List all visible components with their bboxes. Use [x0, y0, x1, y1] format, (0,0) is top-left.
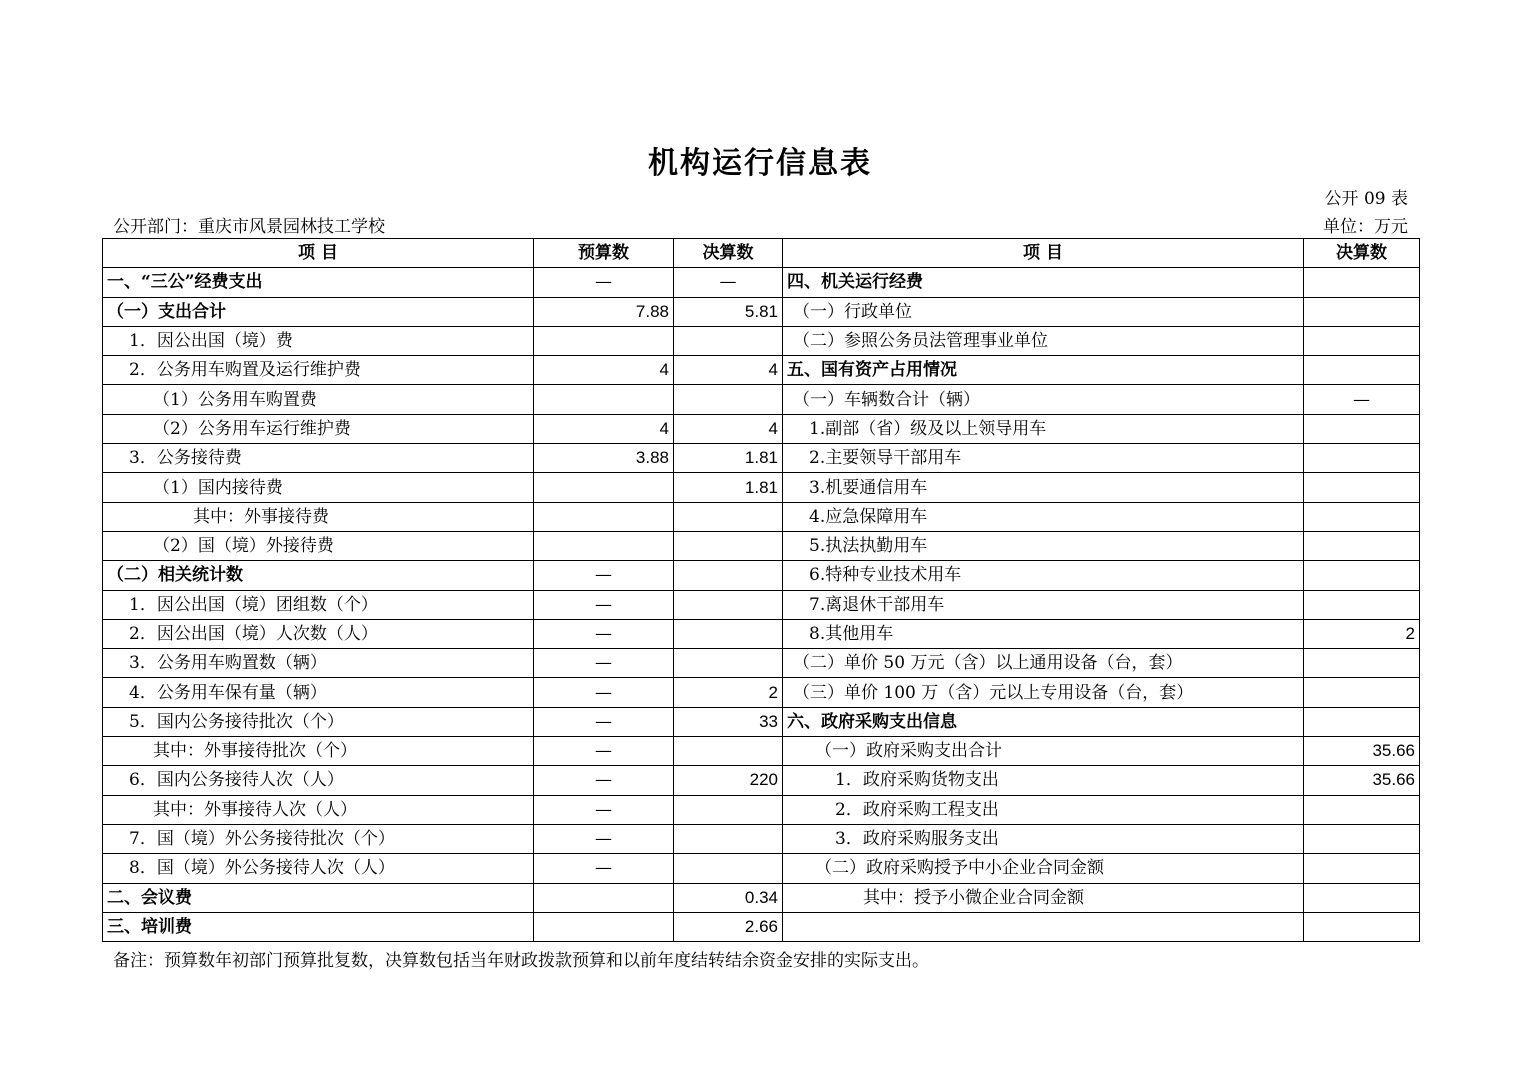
- final-right-cell: [1304, 268, 1420, 297]
- header-final-left: 决算数: [674, 239, 783, 268]
- right-item-cell: （一）车辆数合计（辆）: [783, 385, 1304, 414]
- budget-cell: —: [534, 561, 674, 590]
- left-item-cell: （二）相关统计数: [103, 561, 534, 590]
- left-item-cell: 3．公务接待费: [103, 444, 534, 473]
- right-item-cell: 6.特种专业技术用车: [783, 561, 1304, 590]
- table-row: [103, 678, 1420, 707]
- right-item-cell: 2.主要领导干部用车: [783, 444, 1304, 473]
- budget-cell: [534, 883, 674, 912]
- final-left-cell: 4: [674, 414, 783, 443]
- right-item-cell: 7.离退休干部用车: [783, 590, 1304, 619]
- table-row: [103, 883, 1420, 912]
- table-row: [103, 737, 1420, 766]
- final-right-cell: [1304, 854, 1420, 883]
- final-right-cell: [1304, 824, 1420, 853]
- budget-cell: [534, 473, 674, 502]
- left-item-cell: 其中：外事接待人次（人）: [103, 795, 534, 824]
- table-row: [103, 356, 1420, 385]
- final-right-cell: [1304, 912, 1420, 941]
- final-left-cell: [674, 561, 783, 590]
- table-row: [103, 414, 1420, 443]
- budget-cell: —: [534, 737, 674, 766]
- budget-cell: [534, 912, 674, 941]
- left-item-cell: 二、会议费: [103, 883, 534, 912]
- final-right-cell: 2: [1304, 619, 1420, 648]
- final-right-cell: [1304, 795, 1420, 824]
- final-right-cell: [1304, 473, 1420, 502]
- right-item-cell: [783, 912, 1304, 941]
- left-item-cell: 7．国（境）外公务接待批次（个）: [103, 824, 534, 853]
- final-left-cell: [674, 590, 783, 619]
- final-left-cell: 2: [674, 678, 783, 707]
- table-row: [103, 502, 1420, 531]
- table-row: [103, 531, 1420, 560]
- right-item-cell: 2．政府采购工程支出: [783, 795, 1304, 824]
- final-right-cell: [1304, 678, 1420, 707]
- table-row: [103, 268, 1420, 297]
- final-left-cell: [674, 649, 783, 678]
- left-item-cell: 6．国内公务接待人次（人）: [103, 766, 534, 795]
- right-item-cell: 1.副部（省）级及以上领导用车: [783, 414, 1304, 443]
- table-row: [103, 824, 1420, 853]
- table-row: [103, 766, 1420, 795]
- table-row: [103, 326, 1420, 355]
- table-row: [103, 297, 1420, 326]
- final-left-cell: [674, 737, 783, 766]
- right-item-cell: 4.应急保障用车: [783, 502, 1304, 531]
- budget-cell: —: [534, 268, 674, 297]
- final-left-cell: [674, 619, 783, 648]
- final-left-cell: 220: [674, 766, 783, 795]
- left-item-cell: 其中：外事接待批次（个）: [103, 737, 534, 766]
- budget-cell: —: [534, 619, 674, 648]
- final-left-cell: 4: [674, 356, 783, 385]
- final-left-cell: [674, 385, 783, 414]
- table-row: [103, 795, 1420, 824]
- final-right-cell: [1304, 444, 1420, 473]
- final-left-cell: [674, 531, 783, 560]
- budget-cell: —: [534, 590, 674, 619]
- budget-cell: —: [534, 766, 674, 795]
- final-right-cell: 35.66: [1304, 766, 1420, 795]
- budget-cell: 3.88: [534, 444, 674, 473]
- budget-cell: —: [534, 795, 674, 824]
- final-right-cell: [1304, 707, 1420, 736]
- header-budget: 预算数: [534, 239, 674, 268]
- budget-cell: —: [534, 854, 674, 883]
- left-item-cell: 2．公务用车购置及运行维护费: [103, 356, 534, 385]
- final-right-cell: [1304, 590, 1420, 619]
- final-left-cell: 0.34: [674, 883, 783, 912]
- left-item-cell: （2）公务用车运行维护费: [103, 414, 534, 443]
- budget-cell: [534, 385, 674, 414]
- final-left-cell: 1.81: [674, 473, 783, 502]
- final-right-cell: —: [1304, 385, 1420, 414]
- final-right-cell: [1304, 414, 1420, 443]
- final-left-cell: 1.81: [674, 444, 783, 473]
- right-item-cell: 3．政府采购服务支出: [783, 824, 1304, 853]
- table-row: [103, 561, 1420, 590]
- final-right-cell: [1304, 297, 1420, 326]
- right-item-cell: （二）参照公务员法管理事业单位: [783, 326, 1304, 355]
- final-left-cell: —: [674, 268, 783, 297]
- final-left-cell: [674, 824, 783, 853]
- header-item-right: 项 目: [783, 239, 1304, 268]
- left-item-cell: （1）国内接待费: [103, 473, 534, 502]
- table-row: [103, 854, 1420, 883]
- table-row: [103, 590, 1420, 619]
- left-item-cell: 2．因公出国（境）人次数（人）: [103, 619, 534, 648]
- right-item-cell: 其中：授予小微企业合同金额: [783, 883, 1304, 912]
- right-item-cell: （一）政府采购支出合计: [783, 737, 1304, 766]
- final-right-cell: [1304, 561, 1420, 590]
- unit-label: 单位：万元: [1323, 217, 1408, 237]
- left-item-cell: （2）国（境）外接待费: [103, 531, 534, 560]
- left-item-cell: 一、“三公”经费支出: [103, 268, 534, 297]
- budget-cell: 7.88: [534, 297, 674, 326]
- table-row: [103, 385, 1420, 414]
- final-left-cell: [674, 795, 783, 824]
- final-right-cell: [1304, 356, 1420, 385]
- table-row: [103, 707, 1420, 736]
- final-left-cell: 2.66: [674, 912, 783, 941]
- final-right-cell: [1304, 531, 1420, 560]
- right-item-cell: 五、国有资产占用情况: [783, 356, 1304, 385]
- final-left-cell: [674, 326, 783, 355]
- left-item-cell: 8．国（境）外公务接待人次（人）: [103, 854, 534, 883]
- page-title: 机构运行信息表: [648, 146, 872, 181]
- header-item-left: 项 目: [103, 239, 534, 268]
- left-item-cell: （1）公务用车购置费: [103, 385, 534, 414]
- budget-cell: —: [534, 707, 674, 736]
- header-final-right: 决算数: [1304, 239, 1420, 268]
- budget-cell: [534, 502, 674, 531]
- left-item-cell: 4．公务用车保有量（辆）: [103, 678, 534, 707]
- right-item-cell: （一）行政单位: [783, 297, 1304, 326]
- left-item-cell: 1．因公出国（境）团组数（个）: [103, 590, 534, 619]
- left-item-cell: 三、培训费: [103, 912, 534, 941]
- budget-cell: [534, 326, 674, 355]
- final-right-cell: [1304, 883, 1420, 912]
- final-right-cell: [1304, 326, 1420, 355]
- final-left-cell: [674, 854, 783, 883]
- form-number: 公开 09 表: [1324, 189, 1408, 209]
- budget-cell: —: [534, 678, 674, 707]
- table-row: [103, 619, 1420, 648]
- left-item-cell: 5．国内公务接待批次（个）: [103, 707, 534, 736]
- left-item-cell: （一）支出合计: [103, 297, 534, 326]
- left-item-cell: 其中：外事接待费: [103, 502, 534, 531]
- right-item-cell: 四、机关运行经费: [783, 268, 1304, 297]
- final-left-cell: [674, 502, 783, 531]
- budget-cell: 4: [534, 356, 674, 385]
- right-item-cell: 1．政府采购货物支出: [783, 766, 1304, 795]
- final-left-cell: 5.81: [674, 297, 783, 326]
- table-row: [103, 912, 1420, 941]
- right-item-cell: 3.机要通信用车: [783, 473, 1304, 502]
- table-header-row: [103, 239, 1420, 268]
- right-item-cell: （二）单价 50 万元（含）以上通用设备（台，套）: [783, 649, 1304, 678]
- final-right-cell: [1304, 649, 1420, 678]
- budget-cell: 4: [534, 414, 674, 443]
- right-item-cell: 5.执法执勤用车: [783, 531, 1304, 560]
- right-item-cell: （二）政府采购授予中小企业合同金额: [783, 854, 1304, 883]
- right-item-cell: 8.其他用车: [783, 619, 1304, 648]
- budget-cell: —: [534, 649, 674, 678]
- left-item-cell: 3．公务用车购置数（辆）: [103, 649, 534, 678]
- right-item-cell: （三）单价 100 万（含）元以上专用设备（台，套）: [783, 678, 1304, 707]
- department-label: 公开部门：重庆市风景园林技工学校: [113, 217, 385, 237]
- table-row: [103, 473, 1420, 502]
- footnote: 备注：预算数年初部门预算批复数，决算数包括当年财政拨款预算和以前年度结转结余资金安排的实际支出。: [113, 951, 929, 971]
- info-table: [102, 238, 1420, 942]
- budget-cell: [534, 531, 674, 560]
- final-right-cell: 35.66: [1304, 737, 1420, 766]
- budget-cell: —: [534, 824, 674, 853]
- table-row: [103, 649, 1420, 678]
- right-item-cell: 六、政府采购支出信息: [783, 707, 1304, 736]
- left-item-cell: 1．因公出国（境）费: [103, 326, 534, 355]
- final-left-cell: 33: [674, 707, 783, 736]
- table-row: [103, 444, 1420, 473]
- final-right-cell: [1304, 502, 1420, 531]
